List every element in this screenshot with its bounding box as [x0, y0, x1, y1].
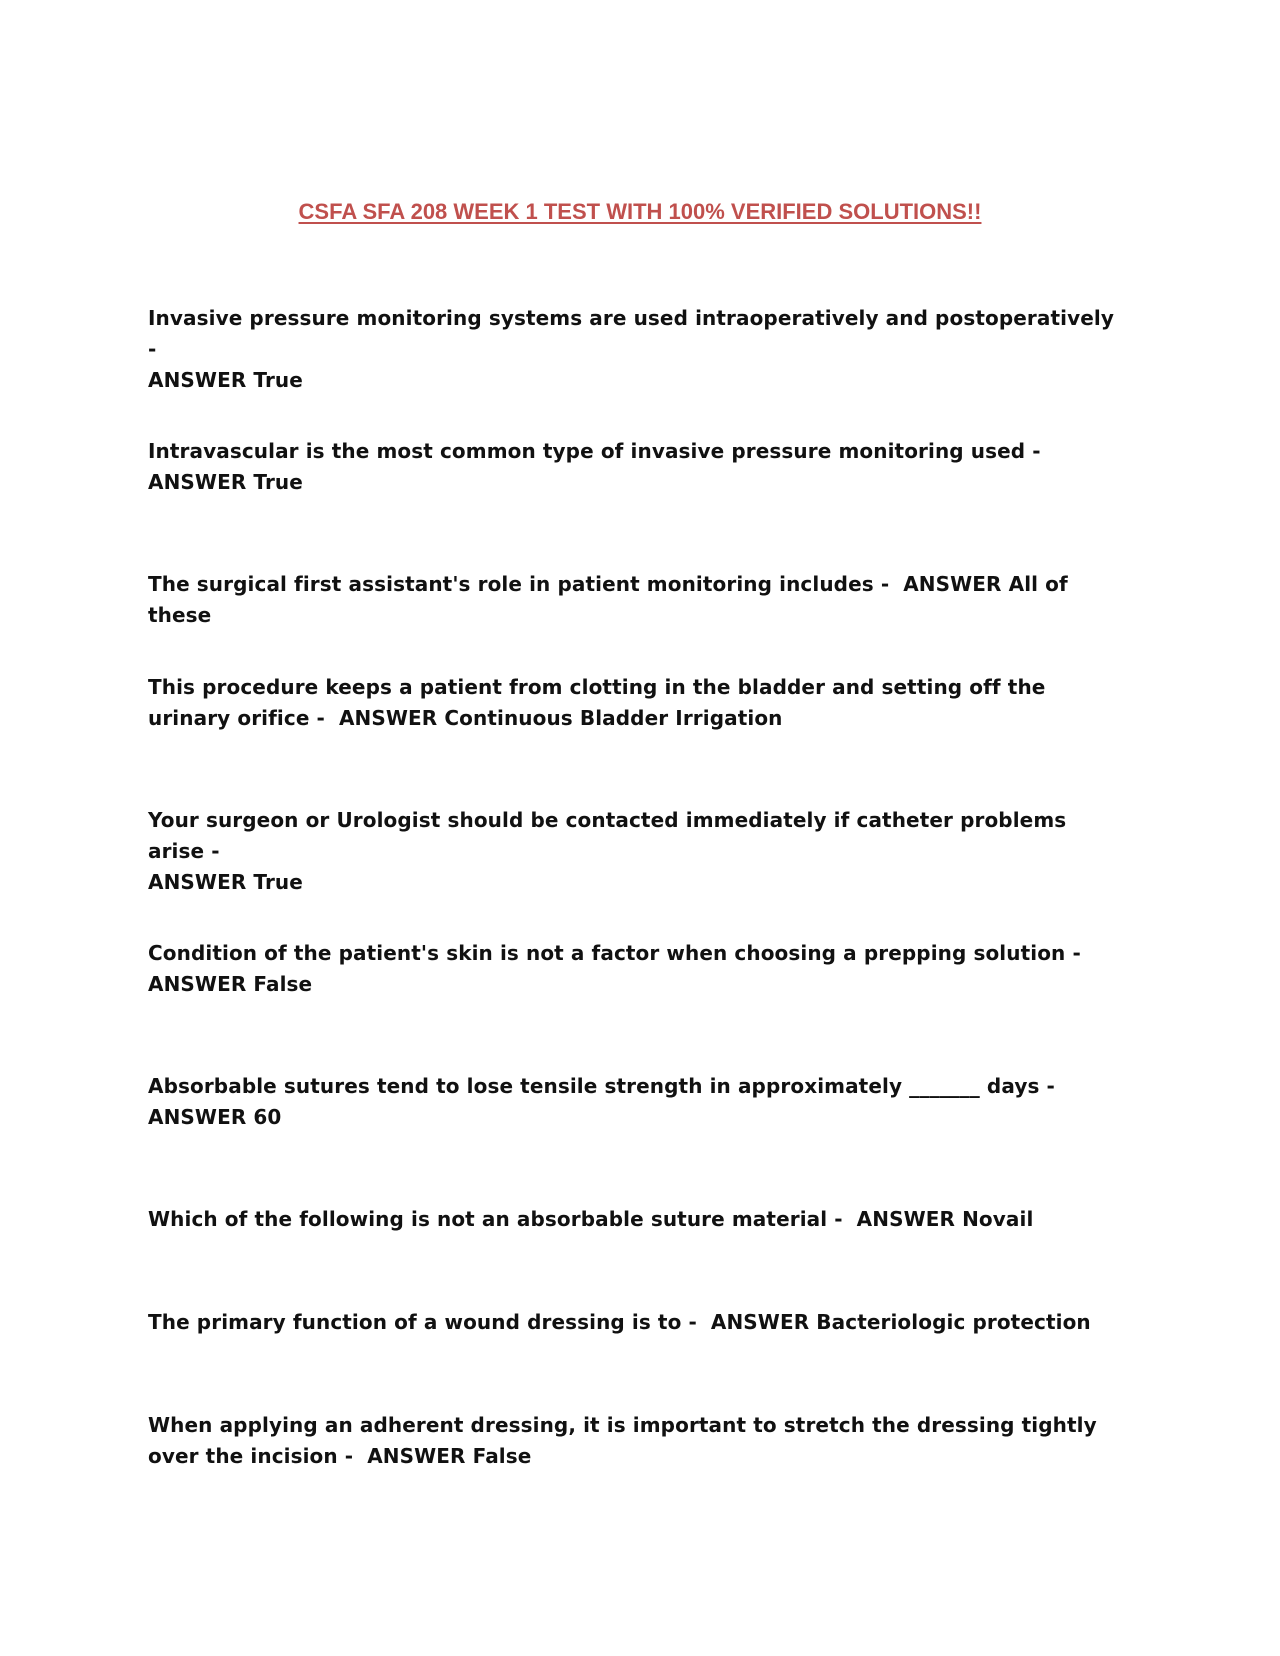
qa-item	[148, 436, 1128, 498]
answer-text: ANSWER False	[148, 972, 313, 996]
answer-text: ANSWER Bacteriologic protection	[710, 1310, 1091, 1334]
answer-text: ANSWER 60	[148, 1105, 282, 1129]
question-text: The surgical first assistant's role in patient monitoring includes -	[148, 572, 890, 596]
question-text: Your surgeon or Urologist should be contacted immediately if catheter problems arise -	[148, 808, 1067, 863]
answer-text: ANSWER Continuous Bladder Irrigation	[338, 706, 783, 730]
qa-item	[148, 672, 1128, 734]
qa-item	[148, 303, 1128, 396]
answer-text: ANSWER Novail	[856, 1207, 1034, 1231]
question-text: This procedure keeps a patient from clotting in the bladder and setting off the urinary orifice -	[148, 675, 1046, 730]
question-text: When applying an adherent dressing, it is important to stretch the dressing tightly over the incision -	[148, 1413, 1097, 1468]
document-title: CSFA SFA 208 WEEK 1 TEST WITH 100% VERIFIED SOLUTIONS!!	[298, 199, 982, 224]
qa-item	[148, 569, 1128, 631]
question-text: Invasive pressure monitoring systems are used intraoperatively and postoperatively -	[148, 306, 1114, 361]
question-text: The primary function of a wound dressing is to -	[148, 1310, 697, 1334]
qa-item	[148, 805, 1128, 898]
question-text: Intravascular is the most common type of invasive pressure monitoring used -	[148, 439, 1041, 463]
qa-item	[148, 1307, 1128, 1338]
qa-item	[148, 1410, 1128, 1472]
answer-text: ANSWER False	[367, 1444, 532, 1468]
qa-item	[148, 1071, 1128, 1133]
answer-text: ANSWER True	[148, 368, 303, 392]
answer-text: ANSWER All of these	[148, 572, 1068, 627]
qa-item	[148, 1204, 1128, 1235]
qa-item	[148, 938, 1128, 1000]
answer-text: ANSWER True	[148, 870, 303, 894]
answer-text: ANSWER True	[148, 470, 303, 494]
question-text: Which of the following is not an absorbable suture material -	[148, 1207, 843, 1231]
question-text: Condition of the patient's skin is not a factor when choosing a prepping solution -	[148, 941, 1081, 965]
question-text: Absorbable sutures tend to lose tensile strength in approximately _______ days -	[148, 1074, 1055, 1098]
